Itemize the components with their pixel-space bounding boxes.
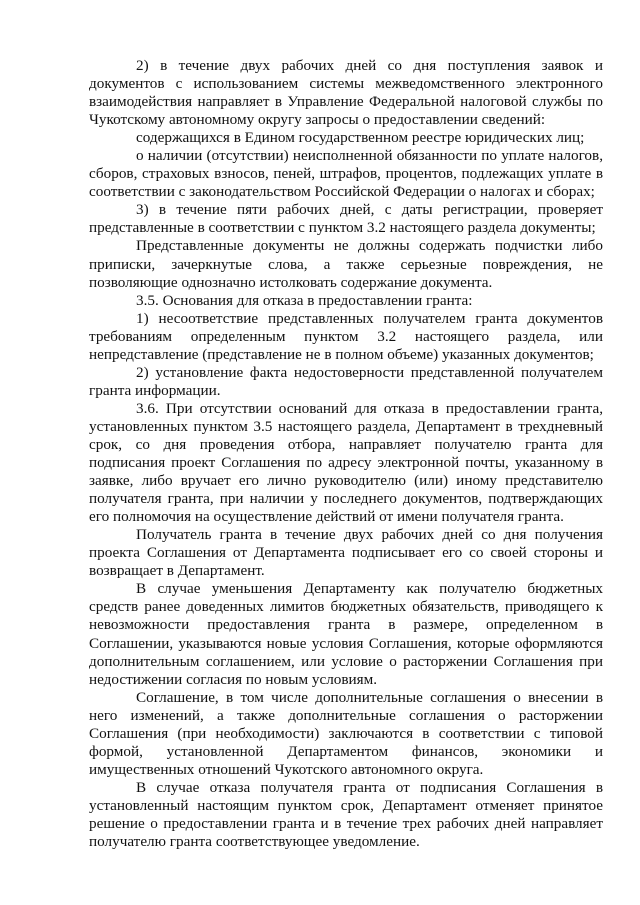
paragraph-refusal-to-sign: В случае отказа получателя гранта от подписания Соглашения в установленный настоящим пунктом срок, Департамент отменяет принятое решение о предоставлении гранта и в течение трех рабочих дней направляет получателю гранта соответствующее уведомление. [89, 778, 603, 851]
paragraph-refusal-grounds-heading: 3.5. Основания для отказа в предоставлении гранта: [136, 291, 473, 309]
paragraph-agreement-signing: Получатель гранта в течение двух рабочих дней со дня получения проекта Соглашения от Департамента подписывает его со своей стороны и возвращает в Департамент. [89, 526, 603, 580]
paragraph-tax-obligations: о наличии (отсутствии) неисполненной обязанности по уплате налогов, сборов, страховых взносов, пеней, штрафов, процентов, подлежащих уплате в соответствии с законодательством Российской Федерации о налогах и сборах; [89, 147, 603, 201]
paragraph-register-info: содержащихся в Едином государственном реестре юридических лиц; [136, 129, 585, 147]
paragraph-refusal-ground-2: 2) установление факта недостоверности представленной получателем гранта информации. [89, 363, 603, 399]
paragraph-check-documents: 3) в течение пяти рабочих дней, с даты регистрации, проверяет представленные в соответствии с пунктом 3.2 настоящего раздела документы; [89, 201, 603, 237]
paragraph-document-requirements: Представленные документы не должны содержать подчистки либо приписки, зачеркнутые слова, а также серьезные повреждения, не позволяющие однозначно истолковать содержание документа. [89, 237, 603, 291]
paragraph-agreement-sending: 3.6. При отсутствии оснований для отказа в предоставлении гранта, установленных пунктом 3.5 настоящего раздела, Департамент в трехдневный срок, со дня проведения отбора, направляет получателю гранта для подписания проект Соглашения по адресу электронной почты, указанному в заявке, либо вручает его лично руководителю (или) иному представителю получателя гранта, при наличии у последнего документов, подтверждающих его полномочия на осуществление действий от имени получателя гранта. [89, 399, 603, 526]
paragraph-refusal-ground-1: 1) несоответствие представленных получателем гранта документов требованиям определенным пунктом 3.2 настоящего раздела, или непредставление (представление не в полном объеме) указанных документов; [89, 309, 603, 363]
paragraph-standard-form: Соглашение, в том числе дополнительные соглашения о внесении в него изменений, а также дополнительные соглашения о расторжении Соглашения (при необходимости) заключаются в соответствии с типовой формой, установленной Департаментом финансов, экономики и имущественных отношений Чукотского автономного округа. [89, 688, 603, 778]
paragraph-request-info: 2) в течение двух рабочих дней со дня поступления заявок и документов с использованием системы межведомственного электронного взаимодействия направляет в Управление Федеральной налоговой службы по Чукотскому автономному округу запросы о предоставлении сведений: [89, 57, 603, 129]
document-page [89, 57, 603, 851]
paragraph-limits-reduction: В случае уменьшения Департаменту как получателю бюджетных средств ранее доведенных лимитов бюджетных обязательств, приводящего к невозможности предоставления гранта в размере, определенном в Соглашении, указываются новые условия Соглашения, которые оформляются дополнительным соглашением, или условие о расторжении Соглашения при недостижении согласия по новым условиям. [89, 580, 603, 688]
